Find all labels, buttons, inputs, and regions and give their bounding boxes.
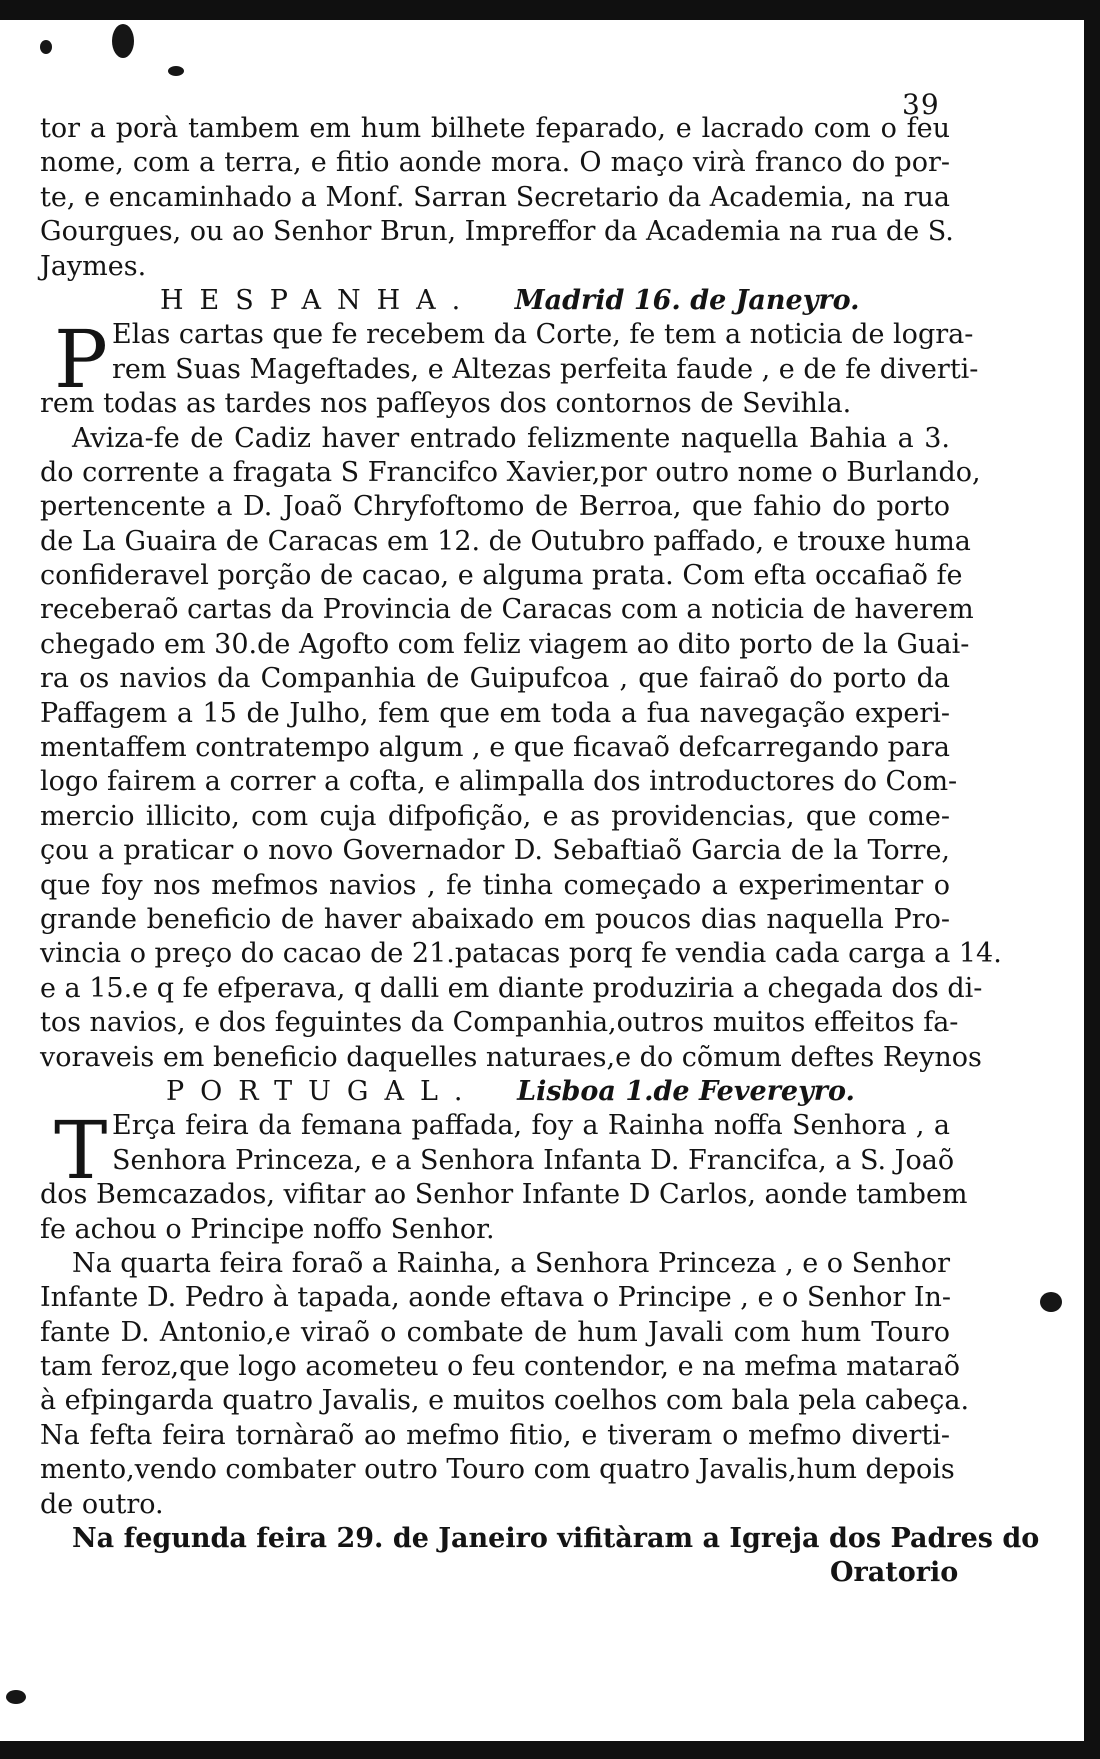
drop-cap: P	[54, 313, 108, 407]
ink-blot	[168, 66, 184, 76]
section-heading-hespanha	[40, 284, 950, 318]
text-line: pertencente a D. Joaõ Chryfoftomo de Berroa, que fahio do porto	[40, 491, 950, 523]
text-line: do corrente a fragata S Francifco Xavier,por outro nome o Burlando,	[40, 456, 981, 488]
text-line: confideravel porção de cacao, e alguma prata. Com efta occafiaõ fe	[40, 560, 963, 592]
text-line: mento,vendo combater outro Touro com quatro Javalis,hum depois	[40, 1454, 955, 1486]
text-line: receberaõ cartas da Provincia de Caracas com a noticia de haverem	[40, 594, 974, 626]
text-line: chegado em 30.de Agofto com feliz viagem ao dito porto de la Guai-	[40, 628, 970, 660]
text-line: çou a praticar o novo Governador D. Sebaftiaõ Garcia de la Torre,	[40, 835, 950, 867]
text-line: tor a porà tambem em hum bilhete feparado, e lacrado com o feu	[40, 113, 950, 144]
text-line: e a 15.e q fe efperava, q dalli em diante produziria a chegada dos di-	[40, 972, 983, 1004]
text-line: Senhora Princeza, e a Senhora Infanta D. Francifca, a S. Joaõ	[112, 1144, 955, 1176]
catchword: Oratorio	[830, 1557, 959, 1589]
text-line: fe achou o Principe noffo Senhor.	[40, 1213, 495, 1245]
text-line: Elas cartas que fe recebem da Corte, fe tem a noticia de logra-	[112, 319, 974, 351]
text-line: Paffagem a 15 de Julho, fem que em toda a fua navegação experi-	[40, 697, 950, 729]
text-line: ra os navios da Companhia de Guipufcoa , que fairaõ do porto da	[40, 663, 950, 695]
text-line: vincia o preço do cacao de 21.patacas porq fe vendia cada carga a 14.	[40, 938, 1002, 970]
section-heading-portugal	[40, 1075, 950, 1109]
text-line: de La Guaira de Caracas em 12. de Outubro paffado, e trouxe huma	[40, 525, 971, 557]
text-line: tos navios, e dos feguintes da Companhia,outros muitos effeitos fa-	[40, 1007, 959, 1039]
text-line: mentaffem contratempo algum , e que ficavaõ defcarregando para	[40, 732, 950, 764]
text-line: Jaymes.	[40, 250, 147, 282]
text-line: de outro.	[40, 1488, 164, 1520]
ink-blot	[112, 24, 134, 58]
dateline: Madrid 16. de Janeyro.	[514, 284, 860, 316]
text-line: fante D. Antonio,e viraõ o combate de hum Javali com hum Touro	[40, 1316, 950, 1348]
text-line: rem Suas Mageftades, e Altezas perfeita faude , e de fe diverti-	[112, 353, 979, 385]
country-name: PORTUGAL.	[166, 1075, 479, 1107]
text-line: te, e encaminhado a Monf. Sarran Secretario da Academia, na rua	[40, 181, 950, 213]
text-line: Infante D. Pedro à tapada, aonde eftava o Principe , e o Senhor In-	[40, 1282, 952, 1314]
portugal-paragraph	[40, 1104, 968, 1247]
text-line: logo fairem a correr a cofta, e alimpalla dos introductores do Com-	[40, 766, 958, 798]
country-name: HESPANHA.	[160, 284, 477, 316]
text-line: Na quarta feira foraõ a Rainha, a Senhora Princeza , e o Senhor	[72, 1247, 951, 1279]
text-line: voraveis em beneficio daquelles naturaes,e do cõmum deftes Reynos	[40, 1041, 982, 1073]
newspaper-text	[40, 112, 1040, 1591]
ink-blot	[40, 40, 52, 54]
text-line: Na fefta feira tornàraõ ao mefmo fitio, e tiveram o mefmo diverti-	[40, 1419, 950, 1451]
text-line: grande beneficio de haver abaixado em poucos dias naquella Pro-	[40, 903, 950, 935]
bottom-scan-border	[0, 1741, 1100, 1759]
text-line: mercio illicito, com cuja difpofição, e as providencias, que come-	[40, 800, 950, 832]
text-line: Erça feira da femana paffada, foy a Rainha noffa Senhora , a	[112, 1110, 950, 1142]
text-line: à efpingarda quatro Javalis, e muitos coelhos com bala pela cabeça.	[40, 1385, 970, 1417]
ink-blot	[1040, 1292, 1062, 1312]
text-line: que foy nos mefmos navios , fe tinha começado a experimentar o	[40, 869, 950, 901]
text-line: rem todas as tardes nos pafſeyos dos contornos de Sevihla.	[40, 388, 852, 420]
text-line: Na fegunda feira 29. de Janeiro vifitàram a Igreja dos Padres do	[72, 1523, 1040, 1555]
text-line: dos Bemcazados, vifitar ao Senhor Infante D Carlos, aonde tambem	[40, 1179, 968, 1211]
drop-cap: T	[54, 1104, 108, 1198]
dateline: Lisboa 1.de Fevereyro.	[517, 1075, 855, 1107]
right-scan-border	[1084, 0, 1100, 1759]
text-line: tam feroz,que logo acometeu o feu contendor, e na mefma mataraõ	[40, 1351, 960, 1383]
text-line: Aviza-fe de Cadiz haver entrado felizmente naquella Bahia a 3.	[72, 422, 950, 454]
text-line: nome, com a terra, e fitio aonde mora. O maço virà franco do por-	[40, 147, 950, 179]
page-number: 39	[902, 88, 940, 121]
text-line: Gourgues, ou ao Senhor Brun, Impreffor da Academia na rua de S.	[40, 216, 954, 248]
top-scan-border	[0, 0, 1100, 20]
hespanha-paragraph	[40, 313, 979, 421]
ink-blot	[6, 1690, 26, 1704]
